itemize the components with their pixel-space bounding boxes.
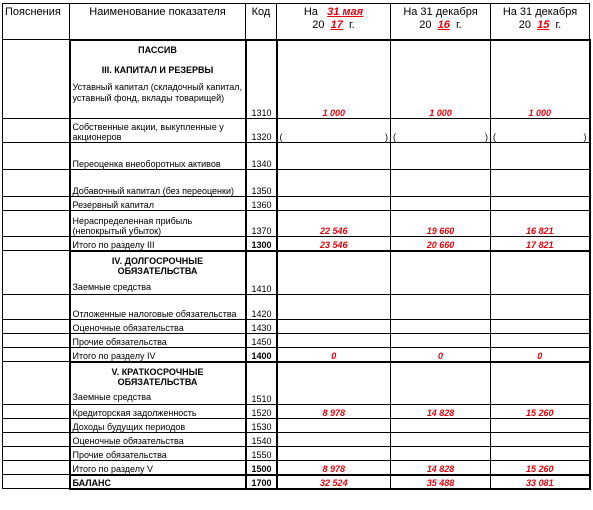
row-1420-code: 1420 <box>246 295 277 320</box>
row-1310-label: Уставный капитал (складочный капитал, уставный фонд, вклады товарищей) <box>72 81 243 103</box>
row-1550-value-1 <box>277 447 391 461</box>
header-period-1 <box>277 4 391 40</box>
row-1340-value-2 <box>391 143 491 170</box>
row-1300-value-1: 23 546 <box>277 237 391 251</box>
row-1350-value-2 <box>391 170 491 197</box>
row-1520-value-3: 15 260 <box>491 405 590 419</box>
row-1430-code: 1430 <box>246 320 277 334</box>
table-row <box>3 348 590 362</box>
row-1310-value-3: 1 000 <box>491 40 590 119</box>
row-1300-code: 1300 <box>246 237 277 251</box>
row-1300-name: Итого по разделу III <box>70 237 246 251</box>
table-row <box>3 170 590 197</box>
period-2-year: 16 <box>437 19 450 31</box>
row-1510-value-2 <box>391 362 491 405</box>
section-short-term-title: V. КРАТКОСРОЧНЫЕ ОБЯЗАТЕЛЬСТВА <box>111 366 204 387</box>
row-1360-code: 1360 <box>246 197 277 211</box>
row-1320-code: 1320 <box>246 119 277 143</box>
table-row <box>3 251 590 295</box>
row-1300-value-3: 17 821 <box>491 237 590 251</box>
row-1530-name: Доходы будущих периодов <box>70 419 246 433</box>
period-3-suffix: г. <box>555 19 562 31</box>
header-notes: Пояснения <box>3 4 70 40</box>
header-code: Код <box>246 4 277 40</box>
row-1400-value-2: 0 <box>391 348 491 362</box>
row-1420-value-3 <box>491 295 590 320</box>
row-1450-code: 1450 <box>246 334 277 348</box>
row-1700-value-1: 32 524 <box>277 475 391 489</box>
table-row <box>3 334 590 348</box>
period-2-suffix: г. <box>456 19 462 31</box>
row-1430-value-1 <box>277 320 391 334</box>
period-3-year: 15 <box>537 19 550 31</box>
row-1370-code: 1370 <box>246 211 277 237</box>
row-1430-value-2 <box>391 320 491 334</box>
header-period-3 <box>491 4 590 40</box>
row-1350-value-1 <box>277 170 391 197</box>
period-1-century: 20 <box>312 19 325 31</box>
row-1500-name: Итого по разделу V <box>70 461 246 475</box>
row-1500-code: 1500 <box>246 461 277 475</box>
row-1410-value-1 <box>277 251 391 295</box>
table-row <box>3 143 590 170</box>
row-1500-value-2: 14 828 <box>391 461 491 475</box>
row-1540-name: Оценочные обязательства <box>70 433 246 447</box>
row-1410-value-3 <box>491 251 590 295</box>
row-1370-value-1: 22 546 <box>277 211 391 237</box>
row-1300-value-2: 20 660 <box>391 237 491 251</box>
row-1510-label: Заемные средства <box>72 391 151 402</box>
row-1340-code: 1340 <box>246 143 277 170</box>
row-1700-value-2: 35 488 <box>391 475 491 489</box>
row-1430-value-3 <box>491 320 590 334</box>
table-row <box>3 447 590 461</box>
row-1370-value-2: 19 660 <box>391 211 491 237</box>
period-2-date: На 31 декабря <box>403 6 478 18</box>
row-1420-value-2 <box>391 295 491 320</box>
row-1500-value-1: 8 978 <box>277 461 391 475</box>
row-1430-name: Оценочные обязательства <box>70 320 246 334</box>
row-1530-value-1 <box>277 419 391 433</box>
row-1550-value-3 <box>491 447 590 461</box>
period-3-century: 20 <box>518 19 531 31</box>
row-1520-value-1: 8 978 <box>277 405 391 419</box>
period-1-year: 17 <box>330 19 343 31</box>
row-1450-value-1 <box>277 334 391 348</box>
row-1360-value-1 <box>277 197 391 211</box>
header-period-2 <box>391 4 491 40</box>
period-1-suffix: г. <box>349 19 355 31</box>
row-1450-name: Прочие обязательства <box>70 334 246 348</box>
row-1540-value-3 <box>491 433 590 447</box>
row-1420-value-1 <box>277 295 391 320</box>
row-1310-value-1: 1 000 <box>277 40 391 119</box>
row-1400-name: Итого по разделу IV <box>70 348 246 362</box>
row-1410-code: 1410 <box>246 251 277 295</box>
header-indicator-name: Наименование показателя <box>70 4 246 40</box>
row-1530-value-2 <box>391 419 491 433</box>
table-row <box>3 419 590 433</box>
row-1320-value-2: ( ) <box>391 119 491 143</box>
row-1510-value-1 <box>277 362 391 405</box>
row-1410-value-2 <box>391 251 491 295</box>
table-row <box>3 237 590 251</box>
row-1320-value-1: ( ) <box>277 119 391 143</box>
row-1550-name: Прочие обязательства <box>70 447 246 461</box>
row-1370-value-3: 16 821 <box>491 211 590 237</box>
table-row <box>3 295 590 320</box>
row-1700-name: БАЛАНС <box>70 475 246 489</box>
row-1520-name: Кредиторская задолженность <box>70 405 246 419</box>
row-1420-name: Отложенные налоговые обязательства <box>70 295 246 320</box>
row-1340-value-3 <box>491 143 590 170</box>
row-1540-code: 1540 <box>246 433 277 447</box>
row-1310-code: 1310 <box>246 40 277 119</box>
row-1550-code: 1550 <box>246 447 277 461</box>
row-1340-value-1 <box>277 143 391 170</box>
row-1700-code: 1700 <box>246 475 277 489</box>
row-1370-name: Нераспределенная прибыль (непокрытый убыток) <box>70 211 246 237</box>
table-row <box>3 320 590 334</box>
row-1410-name <box>70 251 246 295</box>
row-1400-value-1: 0 <box>277 348 391 362</box>
table-row <box>3 40 590 119</box>
row-1540-value-1 <box>277 433 391 447</box>
table-row <box>3 119 590 143</box>
row-1350-code: 1350 <box>246 170 277 197</box>
table-header-row <box>3 4 590 40</box>
row-1540-value-2 <box>391 433 491 447</box>
section-long-term-title: IV. ДОЛГОСРОЧНЫЕ ОБЯЗАТЕЛЬСТВА <box>111 255 204 276</box>
row-1360-value-3 <box>491 197 590 211</box>
row-1530-value-3 <box>491 419 590 433</box>
period-1-prefix: На <box>303 6 318 18</box>
row-1350-name: Добавочный капитал (без переоценки) <box>70 170 246 197</box>
table-row <box>3 211 590 237</box>
row-1550-value-2 <box>391 447 491 461</box>
period-1-date: 31 мая <box>327 6 364 18</box>
table-row <box>3 362 590 405</box>
row-1450-value-2 <box>391 334 491 348</box>
period-3-date: На 31 декабря <box>502 6 578 18</box>
row-1320-value-3: ( ) <box>491 119 590 143</box>
row-1400-code: 1400 <box>246 348 277 362</box>
row-1340-name: Переоценка внеоборотных активов <box>70 143 246 170</box>
row-1350-value-3 <box>491 170 590 197</box>
row-1310-value-2: 1 000 <box>391 40 491 119</box>
period-2-century: 20 <box>419 19 432 31</box>
row-1520-code: 1520 <box>246 405 277 419</box>
row-1500-value-3: 15 260 <box>491 461 590 475</box>
row-1360-value-2 <box>391 197 491 211</box>
row-1360-name: Резервный капитал <box>70 197 246 211</box>
row-1530-code: 1530 <box>246 419 277 433</box>
row-1510-name <box>70 362 246 405</box>
table-row <box>3 405 590 419</box>
table-row <box>3 197 590 211</box>
table-row <box>3 461 590 475</box>
row-1520-value-2: 14 828 <box>391 405 491 419</box>
row-1320-name: Собственные акции, выкупленные у акционеров <box>70 119 246 143</box>
row-1510-value-3 <box>491 362 590 405</box>
row-1700-value-3: 33 081 <box>491 475 590 489</box>
row-1410-label: Заемные средства <box>72 281 151 292</box>
row-1450-value-3 <box>491 334 590 348</box>
table-row <box>3 433 590 447</box>
section-capital-title: III. КАПИТАЛ И РЕЗЕРВЫ <box>101 64 214 75</box>
row-1400-value-3: 0 <box>491 348 590 362</box>
row-1510-code: 1510 <box>246 362 277 405</box>
balance-sheet-table <box>2 3 591 490</box>
row-1310-name <box>70 40 246 119</box>
table-row <box>3 475 590 489</box>
section-passive-title: ПАССИВ <box>138 44 177 55</box>
